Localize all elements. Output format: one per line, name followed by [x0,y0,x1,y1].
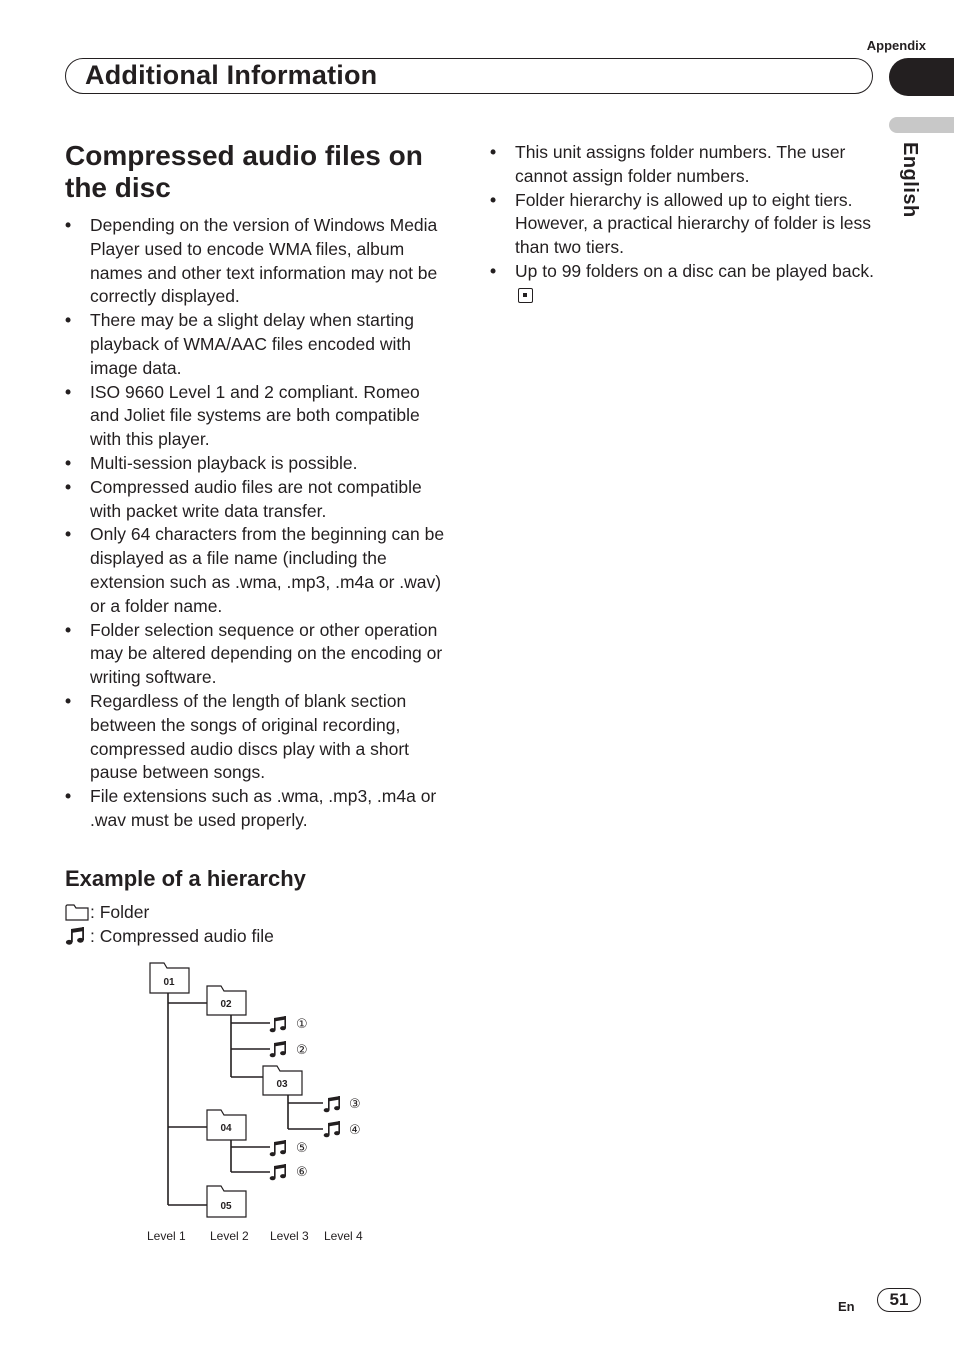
folder-label: 04 [220,1123,232,1134]
language-tab-marker [889,117,954,133]
music-note-icon [324,1096,340,1112]
list-item: • Folder selection sequence or other operation may be altered depending on the encoding or writing software. [65,619,443,688]
file-6 [270,1164,308,1180]
music-note-icon [270,1016,286,1032]
file-label: ③ [349,1097,361,1112]
level-4-label: Level 4 [324,1229,363,1243]
list-item: • Multi-session playback is possible. [65,452,450,476]
music-note-icon [324,1121,340,1137]
section-title: Additional Information [85,60,378,90]
footer-language-code: En [838,1299,855,1314]
bullet-icon: • [65,452,72,473]
list-item: • Only 64 characters from the beginning can be displayed as a file name (including the extension such as .wma, .mp3, .m4a or .wav) or a folder name. [65,524,445,616]
list-item: • There may be a slight delay when starting playback of WMA/AAC files encoded with image data. [65,310,414,378]
bullet-icon: • [65,476,72,497]
legend-file-label: : Compressed audio file [90,926,274,946]
file-label: ① [296,1017,308,1032]
section-tab-marker [889,58,954,96]
music-note-icon [270,1140,286,1156]
file-4 [324,1121,361,1138]
bullet-icon: • [65,524,72,545]
folder-label: 05 [220,1201,232,1212]
bullet-icon: • [65,310,72,331]
level-2-label: Level 2 [210,1229,249,1243]
music-note-icon [270,1164,286,1180]
file-label: ⑥ [296,1165,308,1180]
bullet-icon: • [65,215,72,235]
folder-label: 02 [220,999,232,1010]
bullet-icon: • [65,690,72,711]
list-item: • Compressed audio files are not compatible with packet write data transfer. [65,476,422,521]
page-title: Compressed audio files on the disc [65,140,423,203]
page-number: 51 [877,1288,921,1312]
legend-file-row [65,924,274,948]
folder-04 [207,1110,246,1140]
file-3 [324,1096,361,1112]
list-item: • Folder hierarchy is allowed up to eight tiers. However, a practical hierarchy of folder is less than two tiers. [490,189,871,258]
appendix-label: Appendix [866,38,926,53]
bullet-icon: • [65,786,72,807]
level-3-label: Level 3 [270,1229,309,1243]
list-item: • Up to 99 folders on a disc can be played back. [490,260,882,308]
hierarchy-legend [65,900,274,948]
folder-icon [65,902,89,922]
music-note-icon [270,1041,286,1057]
left-bullet-list [65,214,450,833]
right-bullet-list [490,141,882,308]
bullet-icon: • [65,619,72,640]
file-1 [270,1016,308,1032]
music-note-icon [65,925,89,947]
file-2 [270,1041,308,1058]
end-of-section-icon [518,288,533,303]
bullet-icon: • [490,142,497,162]
list-item: • This unit assigns folder numbers. The user cannot assign folder numbers. [490,142,846,186]
folder-05 [207,1186,246,1217]
bullet-icon: • [490,260,497,281]
left-column [65,140,450,833]
folder-03 [263,1066,302,1095]
bullet-icon: • [65,381,72,402]
hierarchy-diagram [130,955,390,1255]
folder-01 [150,963,189,993]
legend-folder-label: : Folder [90,902,150,922]
legend-folder-row [65,900,274,924]
level-1-label: Level 1 [147,1229,186,1243]
list-item: • Depending on the version of Windows Media Player used to encode WMA files, album names and other text information may not be correctly displayed. [65,215,438,307]
list-item: • ISO 9660 Level 1 and 2 compliant. Romeo and Joliet file systems are both compatible with this player. [65,381,420,450]
folder-label: 01 [163,977,175,988]
list-item: • File extensions such as .wma, .mp3, .m4a or .wav must be used properly. [65,786,437,830]
file-5 [270,1140,308,1156]
level-labels [147,1229,363,1243]
language-label: English [899,142,921,218]
list-item: • Regardless of the length of blank section between the songs of original recording, compressed audio discs play with a short pause between songs. [65,690,410,783]
hierarchy-heading: Example of a hierarchy [65,866,306,891]
file-label: ⑤ [296,1141,308,1156]
section-header [65,58,873,94]
folder-02 [207,986,246,1015]
file-label: ② [296,1043,308,1058]
right-column [490,141,882,308]
bullet-icon: • [490,189,497,210]
folder-label: 03 [276,1079,288,1090]
file-label: ④ [349,1123,361,1138]
